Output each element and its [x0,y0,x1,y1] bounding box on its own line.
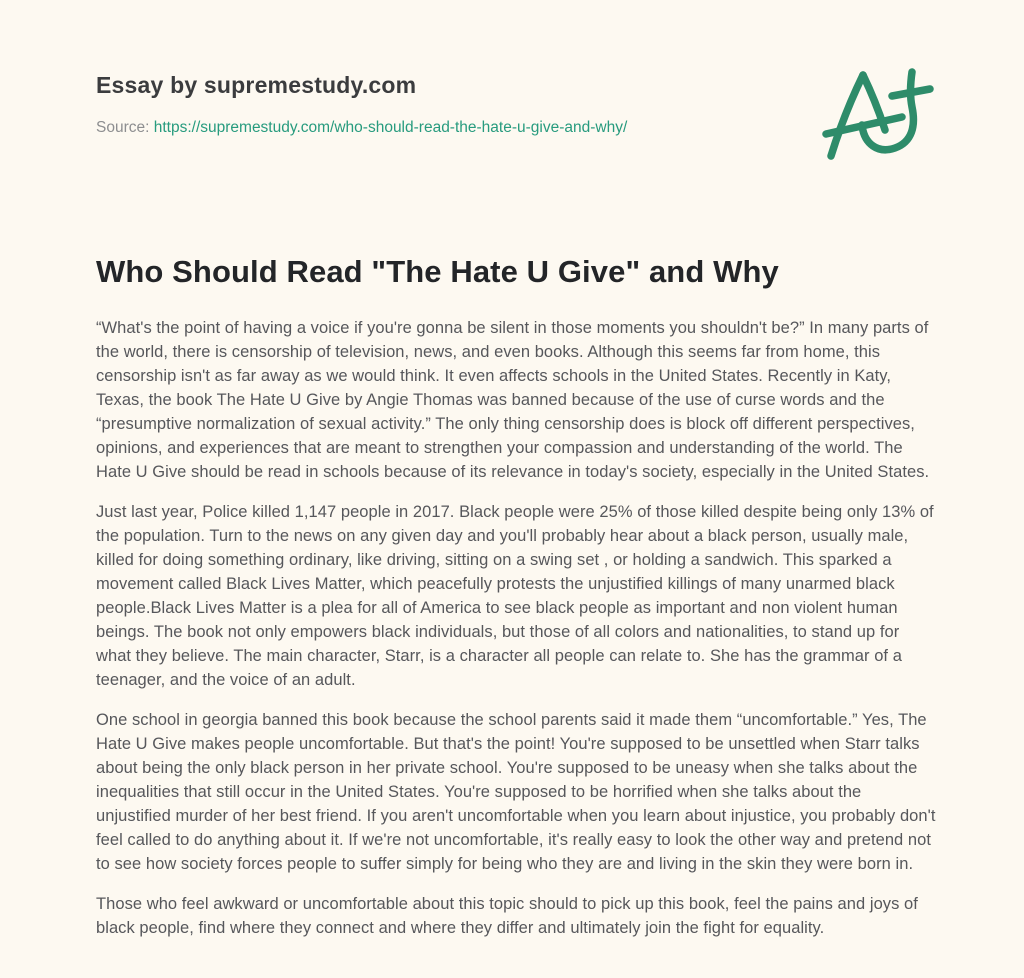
source-link[interactable]: https://supremestudy.com/who-should-read-the-hate-u-give-and-why/ [153,119,628,136]
essay-body [96,316,936,940]
essay-paragraph-4: Those who feel awkward or uncomfortable about this topic should to pick up this book, feel the pains and joys of black people, find where they connect and where they differ and ultimately join the fight for equality. [96,895,918,937]
header-text-block [96,72,627,137]
essay-paragraph-3: One school in georgia banned this book because the school parents said it made them “uncomfortable.” Yes, The Hate U Give makes people uncomfortable. But that's the point! You're supposed to be unsettled when Starr talks about being the only black person in her private school. You're supposed to be uneasy when she talks about the inequalities that still occur in the United States. You're supposed to be horrified when she talks about the unjustified murder of her best friend. If you aren't uncomfortable when you learn about injustice, you probably don't feel called to do anything about it. If we're not uncomfortable, it's really easy to look the other way and pretend not to see how society forces people to suffer simply for being who they are and living in the skin they were born in. [96,711,936,873]
essay-title: Who Should Read "The Hate U Give" and Why [96,254,779,289]
source-line [96,119,627,137]
byline: Essay by supremestudy.com [96,72,417,98]
a-plus-logo-icon [822,66,934,164]
source-label: Source: [96,119,150,136]
essay-paragraph-1: “What's the point of having a voice if you're gonna be silent in those moments you shouldn't be?” In many parts of the world, there is censorship of television, news, and even books. Although this seems far from home, this censorship isn't as far away as we would think. It even affects schools in the United States. Recently in Katy, Texas, the book The Hate U Give by Angie Thomas was banned because of the use of curse words and the “presumptive normalization of sexual activity.” The only thing censorship does is block off different perspectives, opinions, and experiences that are meant to strengthen your compassion and understanding of the world. The Hate U Give should be read in schools because of its relevance in today's society, especially in the United States. [96,319,930,481]
essay-page [96,0,936,940]
page-header [96,72,936,164]
essay-paragraph-2: Just last year, Police killed 1,147 people in 2017. Black people were 25% of those killed despite being only 13% of the population. Turn to the news on any given day and you'll probably hear about a black person, usually male, killed for doing something ordinary, like driving, sitting on a swing set , or holding a sandwich. This sparked a movement called Black Lives Matter, which peacefully protests the unjustified killings of many unarmed black people.Black Lives Matter is a plea for all of America to see black people as important and non violent human beings. The book not only empowers black individuals, but those of all colors and nationalities, to stand up for what they believe. The main character, Starr, is a character all people can relate to. She has the grammar of a teenager, and the voice of an adult. [96,503,934,689]
